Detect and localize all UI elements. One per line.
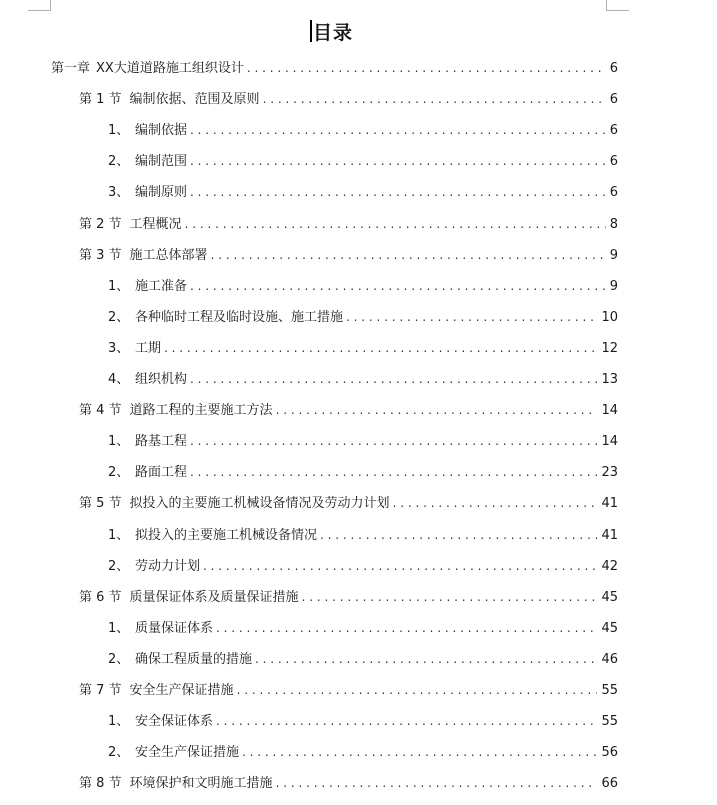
toc-dot-leader <box>190 457 597 488</box>
toc-title[interactable]: 目录 <box>313 22 354 44</box>
toc-entry-title[interactable]: 劳动力计划 <box>135 558 201 574</box>
toc-dot-leader <box>346 302 597 333</box>
toc-entry-number: 第 5 节 <box>79 496 122 512</box>
toc-entry[interactable] <box>108 613 618 644</box>
toc-page-number: 13 <box>601 372 618 387</box>
toc-entry-number: 2、 <box>108 745 130 761</box>
toc-entry-title[interactable]: 施工总体部署 <box>129 247 208 263</box>
toc-entry[interactable] <box>108 271 618 302</box>
toc-page-number: 6 <box>609 154 618 170</box>
toc-entry[interactable] <box>108 551 618 582</box>
toc-entry-number: 2、 <box>108 154 130 170</box>
toc-entry[interactable] <box>108 426 618 457</box>
text-cursor <box>310 20 312 42</box>
toc-entry[interactable] <box>108 302 618 333</box>
toc-page-number: 6 <box>609 185 618 201</box>
toc-dot-leader <box>190 271 606 302</box>
toc-dot-leader <box>302 582 598 613</box>
toc-dot-leader <box>242 737 597 768</box>
toc-dot-leader <box>237 675 598 706</box>
toc-entry[interactable] <box>108 520 618 551</box>
toc-entry-title[interactable]: 拟投入的主要施工机械设备情况 <box>135 527 318 543</box>
toc-entry[interactable] <box>79 209 618 240</box>
toc-dot-leader <box>190 177 606 208</box>
toc-entry-number: 1、 <box>108 620 130 636</box>
toc-entry-title[interactable]: 各种临时工程及临时设施、施工措施 <box>135 309 344 325</box>
toc-entry-number: 4、 <box>108 372 130 387</box>
toc-dot-leader <box>276 768 598 799</box>
toc-page-number: 6 <box>609 92 618 108</box>
toc-entry-title[interactable]: 路基工程 <box>135 434 188 450</box>
toc-entry[interactable] <box>108 333 618 364</box>
toc-entry-title[interactable]: 确保工程质量的措施 <box>135 651 253 667</box>
toc-page-number: 10 <box>601 309 618 325</box>
toc-entry[interactable] <box>108 457 618 488</box>
toc-entry-number: 3、 <box>108 340 130 356</box>
toc-page-number: 9 <box>609 247 618 263</box>
toc-entry-number: 2、 <box>108 309 130 325</box>
toc-entry-number: 3、 <box>108 185 130 201</box>
toc-entry[interactable] <box>108 177 618 208</box>
toc-dot-leader <box>393 488 598 519</box>
page-corner-mark-top-left <box>28 0 51 11</box>
toc-dot-leader <box>190 115 606 146</box>
toc-entry-number: 第 4 节 <box>79 403 122 419</box>
toc-entry[interactable] <box>79 240 618 271</box>
toc-entry-title[interactable]: 安全生产保证措施 <box>135 745 240 761</box>
toc-entry-number: 2、 <box>108 651 130 667</box>
toc-entry-number: 第 3 节 <box>79 247 122 263</box>
toc-entry-title[interactable]: XX大道道路施工组织设计 <box>96 61 244 76</box>
toc-entry-title[interactable]: 工期 <box>135 340 162 356</box>
toc-entry-title[interactable]: 安全保证体系 <box>135 714 214 730</box>
toc-page-number: 6 <box>609 61 618 76</box>
toc-entry-title[interactable]: 拟投入的主要施工机械设备情况及劳动力计划 <box>129 496 390 512</box>
toc-entry-title[interactable]: 质量保证体系及质量保证措施 <box>129 589 299 605</box>
toc-dot-leader <box>190 426 597 457</box>
toc-entry-number: 第一章 <box>51 61 91 76</box>
toc-entry[interactable] <box>79 582 618 613</box>
toc-page-number: 8 <box>609 216 618 232</box>
toc-dot-leader <box>216 706 597 737</box>
toc-entry-title[interactable]: 质量保证体系 <box>135 620 214 636</box>
toc-page-number: 46 <box>601 651 618 667</box>
toc-page-number: 45 <box>601 620 618 636</box>
toc-entry-number: 1、 <box>108 714 130 730</box>
toc-entry[interactable] <box>79 488 618 519</box>
toc-dot-leader <box>185 209 606 240</box>
toc-entry-number: 1、 <box>108 278 130 294</box>
toc-dot-leader <box>263 84 606 115</box>
toc-page-number: 9 <box>609 278 618 294</box>
toc-entry-title[interactable]: 安全生产保证措施 <box>129 683 234 698</box>
toc-entry-number: 1、 <box>108 123 130 139</box>
toc-entry-number: 1、 <box>108 434 130 450</box>
toc-page-number: 12 <box>601 340 618 356</box>
toc-dot-leader <box>190 146 606 177</box>
toc-dot-leader <box>164 333 597 364</box>
toc-page-number: 56 <box>601 745 618 761</box>
toc-page-number: 41 <box>601 496 618 512</box>
toc-entry-title[interactable]: 路面工程 <box>135 465 188 481</box>
toc-page-number: 41 <box>601 527 618 543</box>
toc-page-number: 6 <box>609 123 618 139</box>
toc-page-number: 66 <box>601 776 618 792</box>
toc-entry-title[interactable]: 编制范围 <box>135 154 188 170</box>
toc-entry[interactable] <box>108 364 618 395</box>
toc-entry[interactable] <box>79 84 618 115</box>
toc-entry[interactable] <box>79 675 618 706</box>
toc-entry-number: 第 7 节 <box>79 683 122 698</box>
toc-page-number: 45 <box>601 589 618 605</box>
toc-entry-title[interactable]: 道路工程的主要施工方法 <box>129 403 273 419</box>
toc-entry-title[interactable]: 环境保护和文明施工措施 <box>129 776 273 792</box>
toc-entry[interactable] <box>108 644 618 675</box>
toc-dot-leader <box>276 395 598 426</box>
toc-entry-title[interactable]: 编制依据 <box>135 123 188 139</box>
toc-entry[interactable] <box>51 53 618 84</box>
toc-dot-leader <box>190 364 597 395</box>
toc-entry-title[interactable]: 编制依据、范围及原则 <box>129 92 260 108</box>
toc-dot-leader <box>216 613 597 644</box>
toc-dot-leader <box>320 520 597 551</box>
toc-entry-number: 2、 <box>108 465 130 481</box>
toc-entry[interactable] <box>79 768 618 799</box>
toc-page-number: 14 <box>601 403 618 419</box>
toc-entry[interactable] <box>108 706 618 737</box>
toc-entry[interactable] <box>79 395 618 426</box>
toc-entry-title[interactable]: 工程概况 <box>129 216 182 232</box>
toc-page-number: 23 <box>601 465 618 481</box>
toc-entry-title[interactable]: 组织机构 <box>135 372 188 387</box>
toc-page-number: 42 <box>601 558 618 574</box>
toc-entry-number: 第 8 节 <box>79 776 122 792</box>
toc-dot-leader <box>211 240 606 271</box>
page-corner-mark-top-right <box>606 0 629 11</box>
toc-dot-leader <box>255 644 597 675</box>
toc-entry-title[interactable]: 编制原则 <box>135 185 188 201</box>
toc-entry-number: 第 2 节 <box>79 216 122 232</box>
toc-entry[interactable] <box>108 146 618 177</box>
toc-dot-leader <box>247 53 606 84</box>
toc-entry-number: 第 1 节 <box>79 92 122 108</box>
toc-entry-number: 1、 <box>108 527 130 543</box>
toc-page-number: 14 <box>601 434 618 450</box>
toc-dot-leader <box>203 551 597 582</box>
toc-entry[interactable] <box>108 737 618 768</box>
toc-entry-number: 2、 <box>108 558 130 574</box>
toc-page-number: 55 <box>601 714 618 730</box>
toc-entry-title[interactable]: 施工准备 <box>135 278 188 294</box>
toc-entry[interactable] <box>108 115 618 146</box>
toc-entry-number: 第 6 节 <box>79 589 122 605</box>
toc-page-number: 55 <box>601 683 618 698</box>
